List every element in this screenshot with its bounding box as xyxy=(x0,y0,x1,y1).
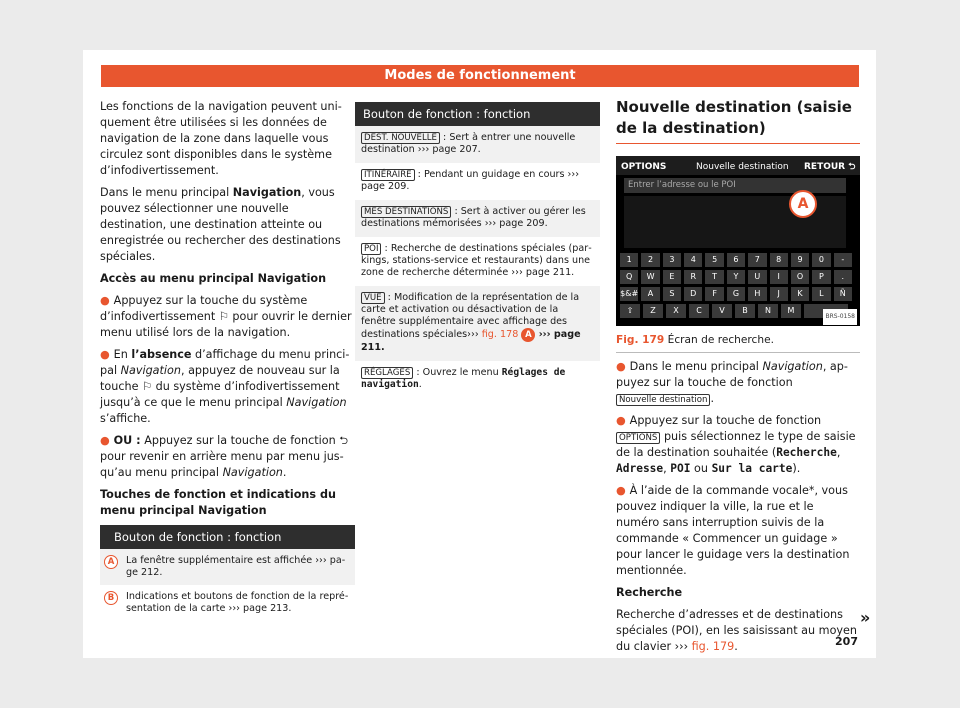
key-label: RÉGLAGES xyxy=(361,367,413,379)
subheading-recherche: Recherche xyxy=(616,586,683,599)
table-row: DEST. NOUVELLE : Sert à entrer une nouvelle destination ››› page 207. xyxy=(355,126,600,163)
figure-link[interactable]: fig. 179 xyxy=(691,640,735,653)
bullet-3: ● À l’aide de la commande vocale*, vous pouvez indiquer la ville, la rue et le numéro sans interruption suivis de la commande « Commencer un guidage » pour lancer le guidage vers la destination mentionnée. xyxy=(616,484,850,577)
keyboard-key[interactable]: C xyxy=(689,304,709,318)
left-column xyxy=(100,99,355,621)
key-label: DEST. NOUVELLE xyxy=(361,132,440,144)
keyboard-key[interactable]: X xyxy=(666,304,686,318)
keyboard-key[interactable]: R xyxy=(684,270,702,284)
figure-code: BRS-0158 xyxy=(823,309,857,325)
bullet-2: ● Appuyez sur la touche de fonction OPTIONS puis sélectionnez le type de saisie de la destination souhaitée (Recherche, Adresse, POI ou Sur la carte). xyxy=(616,414,856,475)
keyboard-key[interactable]: - xyxy=(834,253,852,267)
keyboard-key[interactable]: V xyxy=(712,304,732,318)
key-label: MES DESTINATIONS xyxy=(361,206,451,218)
keyboard-key[interactable]: E xyxy=(663,270,681,284)
keyboard-key[interactable]: Q xyxy=(620,270,638,284)
figure-caption: Fig. 179 Écran de recherche. xyxy=(616,332,860,353)
options-button[interactable]: OPTIONS xyxy=(621,162,667,172)
address-input[interactable]: Entrer l’adresse ou le POI xyxy=(624,178,846,193)
keyboard-key[interactable]: Y xyxy=(727,270,745,284)
keyboard-key[interactable]: 4 xyxy=(684,253,702,267)
key-label: VUE xyxy=(361,292,385,304)
bullet-1: ● Dans le menu principal Navigation, appuyez sur la touche de fonction Nouvelle destination . xyxy=(616,360,848,405)
callout-a-icon: A xyxy=(789,190,817,218)
table-header: Bouton de fonction : fonction xyxy=(355,102,600,126)
table-header: Bouton de fonction : fonction xyxy=(100,525,355,549)
intro-paragraph: Les fonctions de la navigation peuvent uniquement être utilisées si les données de navigation de la zone dans laquelle vous circulez sont disponibles dans le système d’infodivertissement. xyxy=(100,100,342,177)
figure-link[interactable]: fig. 178 xyxy=(481,329,519,340)
table-row: POI : Recherche de destinations spéciales (parkings, stations-service et restaurants) dans une zone de recherche déterminée ››› page 211. xyxy=(361,243,592,278)
key-label: ITINÉRAIRE xyxy=(361,169,415,181)
recherche-paragraph: Recherche d’adresses et de destinations spéciales (POI), en les saisissant au moyen du clavier ››› fig. 179. xyxy=(616,608,858,653)
keyboard-key[interactable]: 1 xyxy=(620,253,638,267)
keyboard-key[interactable]: H xyxy=(748,287,766,301)
keyboard-key[interactable]: 8 xyxy=(770,253,788,267)
keyboard-key[interactable]: Ñ xyxy=(834,287,852,301)
section-header: Modes de fonctionnement xyxy=(101,65,859,87)
keyboard xyxy=(620,253,852,321)
keyboard-key[interactable]: K xyxy=(791,287,809,301)
keyboard-key[interactable]: 9 xyxy=(791,253,809,267)
subheading-keys: Touches de fonction et indications du menu principal Navigation xyxy=(100,488,336,517)
keyboard-key[interactable]: W xyxy=(641,270,659,284)
keyboard-key[interactable]: L xyxy=(812,287,830,301)
keyboard-key[interactable]: D xyxy=(684,287,702,301)
key-label: Nouvelle destination xyxy=(616,394,710,406)
keyboard-key[interactable]: P xyxy=(812,270,830,284)
keyboard-key[interactable]: $&# xyxy=(620,287,638,301)
key-label: OPTIONS xyxy=(616,432,660,444)
subheading-access: Accès au menu principal Navigation xyxy=(100,272,327,285)
key-label: POI xyxy=(361,243,381,255)
table-row: B Indications et boutons de fonction de la représentation de la carte ››› page 213. xyxy=(100,585,355,621)
callout-b-icon: B xyxy=(104,591,118,605)
keyboard-key[interactable]: . xyxy=(834,270,852,284)
manual-page xyxy=(83,50,876,658)
keyboard-key[interactable]: A xyxy=(641,287,659,301)
figure-screen xyxy=(616,156,860,326)
section-title: Nouvelle destination (saisie de la destination) xyxy=(616,97,860,144)
bullet-1: ● Appuyez sur la touche du système d’infodivertissement ⚐ pour ouvrir le dernier menu utilisé lors de la navigation. xyxy=(100,294,352,339)
keyboard-key[interactable]: T xyxy=(705,270,723,284)
keyboard-key[interactable]: 2 xyxy=(641,253,659,267)
keyboard-key[interactable]: J xyxy=(770,287,788,301)
table-row: RÉGLAGES : Ouvrez le menu Réglages de navigation. xyxy=(361,367,566,390)
keyboard-key[interactable]: 3 xyxy=(663,253,681,267)
keyboard-key[interactable]: F xyxy=(705,287,723,301)
keyboard-key[interactable]: N xyxy=(758,304,778,318)
callout-a-icon: A xyxy=(521,328,535,342)
page-number: 207 xyxy=(835,635,858,648)
keyboard-key[interactable]: 7 xyxy=(748,253,766,267)
right-column xyxy=(616,97,860,655)
continue-icon: » xyxy=(860,608,871,627)
keyboard-key[interactable]: M xyxy=(781,304,801,318)
bullet-3: ● OU : Appuyez sur la touche de fonction ⮌ pour revenir en arrière menu par menu jusqu’au menu principal Navigation. xyxy=(100,434,349,479)
keyboard-key[interactable]: 0 xyxy=(812,253,830,267)
retour-button[interactable]: RETOUR ⮌ xyxy=(804,162,856,172)
keyboard-key[interactable]: 5 xyxy=(705,253,723,267)
keyboard-key[interactable]: B xyxy=(735,304,755,318)
keyboard-key[interactable]: O xyxy=(791,270,809,284)
keyboard-key[interactable]: U xyxy=(748,270,766,284)
function-table-1 xyxy=(100,525,355,621)
table-row: A La fenêtre supplémentaire est affichée ››› page 212. xyxy=(100,549,355,585)
callout-a-icon: A xyxy=(104,555,118,569)
keyboard-key[interactable]: Z xyxy=(643,304,663,318)
bullet-2: ● En l’absence d’affichage du menu principal Navigation, appuyez de nouveau sur la touche ⚐ du système d’infodivertissement jusqu’à ce que le menu principal Navigation s’affiche. xyxy=(100,348,350,425)
middle-column xyxy=(355,102,600,398)
table-row: VUE : Modification de la représentation de la carte et activation ou désactivation de la fenêtre supplémentaire avec affichage des destinations spéciales››› fig. 178 A ››› page 211. xyxy=(355,286,600,361)
table-row: MES DESTINATIONS : Sert à activer ou gérer les destinations mémorisées ››› page 209. xyxy=(355,200,600,237)
table-row: ITINÉRAIRE : Pendant un guidage en cours ››› page 209. xyxy=(361,169,580,192)
keyboard-key[interactable]: S xyxy=(663,287,681,301)
main-menu-paragraph: Dans le menu principal Navigation, vous pouvez sélectionner une nouvelle destination, une destination atteinte ou enregistrée ou rechercher des destinations spéciales. xyxy=(100,186,341,263)
keyboard-key[interactable]: ⇧ xyxy=(620,304,640,318)
keyboard-key[interactable]: I xyxy=(770,270,788,284)
keyboard-key[interactable]: 6 xyxy=(727,253,745,267)
keyboard-key[interactable]: G xyxy=(727,287,745,301)
screen-title: Nouvelle destination xyxy=(696,162,789,172)
